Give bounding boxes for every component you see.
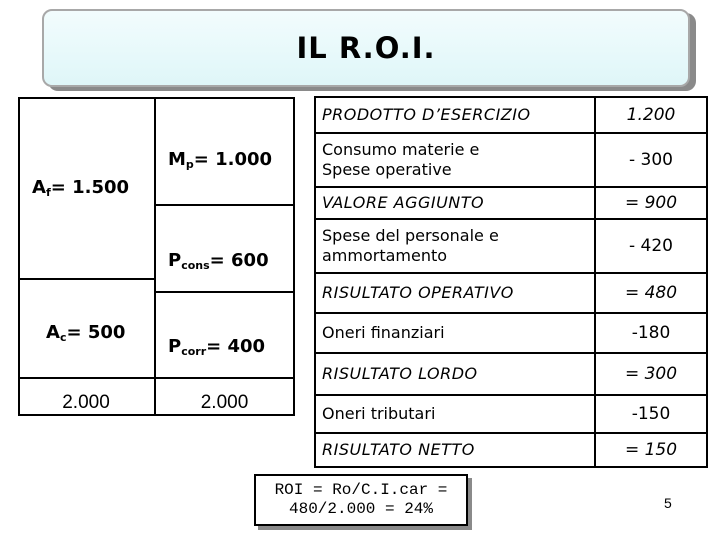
row-label: RISULTATO NETTO — [315, 433, 595, 467]
table-row — [315, 97, 707, 133]
page-number: 5 — [664, 495, 672, 511]
row-value: -180 — [595, 313, 707, 353]
table-row — [315, 395, 707, 433]
row-value: -150 — [595, 395, 707, 433]
equity-divider — [154, 204, 295, 206]
roi-formula-box — [254, 474, 468, 526]
table-row — [315, 187, 707, 219]
totals-divider — [18, 377, 295, 379]
table-row — [315, 133, 707, 187]
table-row — [315, 353, 707, 395]
row-value: = 300 — [595, 353, 707, 395]
current-liabilities-label: $P_{corr}= 400$ — [168, 336, 266, 358]
table-row — [315, 219, 707, 273]
roi-formula-line-2: 480/2.000 = 24% — [288, 500, 434, 518]
row-label: Oneri tributari — [315, 395, 595, 433]
fixed-assets-label: $A_f= 1.500$ — [32, 177, 130, 199]
balance-sheet-border-left — [18, 97, 20, 416]
row-value: = 480 — [595, 273, 707, 313]
long-term-liabilities-label: $P_{cons}= 600$ — [168, 250, 269, 272]
row-value: = 150 — [595, 433, 707, 467]
table-row — [315, 273, 707, 313]
balance-sheet-border-top — [18, 97, 295, 99]
balance-sheet — [18, 97, 295, 416]
row-label: RISULTATO LORDO — [315, 353, 595, 395]
row-label: VALORE AGGIUNTO — [315, 187, 595, 219]
row-label: Consumo materie e Spese operative — [315, 133, 595, 187]
table-row — [315, 433, 707, 467]
assets-divider — [18, 278, 156, 280]
page-title: IL R.O.I. — [296, 31, 436, 65]
title-banner — [42, 9, 690, 87]
balance-sheet-border-right — [293, 97, 295, 416]
row-label: PRODOTTO D’ESERCIZIO — [315, 97, 595, 133]
liabilities-divider — [154, 291, 295, 293]
income-statement-table — [314, 96, 708, 468]
row-label: Oneri finanziari — [315, 313, 595, 353]
row-label: RISULTATO OPERATIVO — [315, 273, 595, 313]
table-row — [315, 313, 707, 353]
balance-sheet-border-bottom — [18, 414, 295, 416]
total-liabilities: 2.000 — [200, 392, 249, 413]
row-value: - 300 — [595, 133, 707, 187]
total-assets: 2.000 — [62, 392, 110, 413]
row-value: - 420 — [595, 219, 707, 273]
row-value: = 900 — [595, 187, 707, 219]
balance-sheet-divider — [154, 97, 156, 416]
roi-formula-line-1: ROI = Ro/C.I.car = — [274, 481, 448, 499]
equity-label: $M_p= 1.000$ — [168, 149, 273, 171]
row-value: 1.200 — [595, 97, 707, 133]
row-label: Spese del personale e ammortamento — [315, 219, 595, 273]
current-assets-label: $A_c= 500$ — [46, 322, 126, 344]
